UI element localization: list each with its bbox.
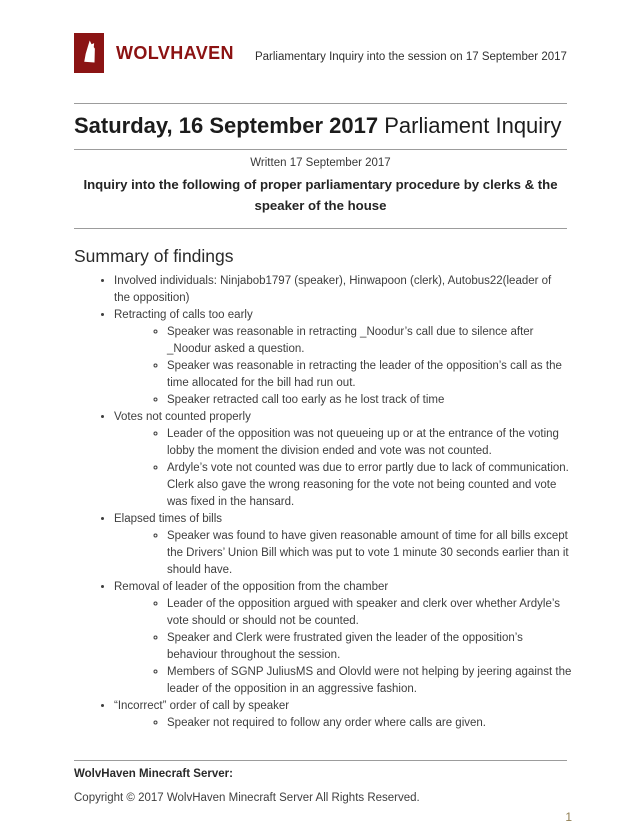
brand-name: WOLVHAVEN xyxy=(116,42,234,63)
list-item xyxy=(114,409,569,511)
list-item: ◦ Ardyle’s vote not counted was due to error partly due to lack of communication. Clerk also gave the wrong reasoning for the vote not being counted and vote was fixed in the hansard. xyxy=(167,460,573,511)
page-title-suffix: Parliament Inquiry xyxy=(378,113,562,138)
footer-copyright: Copyright © 2017 WolvHaven Minecraft Server All Rights Reserved. xyxy=(74,792,420,804)
divider-under-heading xyxy=(74,228,567,229)
list-item-label: Elapsed times of bills xyxy=(114,513,223,525)
list-item: ◦ Members of SGNP JuliusMS and Olovld were not helping by jeering against the leader of the opposition in an aggressive fashion. xyxy=(167,664,573,698)
header-subtitle: Parliamentary Inquiry into the session on 17 September 2017 xyxy=(254,50,567,63)
document-content xyxy=(74,0,572,732)
findings-sublist xyxy=(114,715,573,732)
list-item: ◦ Speaker was reasonable in retracting the leader of the opposition’s call as the time allocated for the bill had run out. xyxy=(167,358,573,392)
list-item: ◦ Speaker was found to have given reasonable amount of time for all bills except the Drivers’ Union Bill which was put to vote 1 minute 30 seconds earlier than it should have. xyxy=(167,528,573,579)
list-item: • Involved individuals: Ninjabob1797 (speaker), Hinwapoon (clerk), Autobus22(leader of the opposition) xyxy=(114,273,563,307)
footer-server-label: WolvHaven Minecraft Server: xyxy=(74,768,233,780)
findings-sublist xyxy=(114,596,573,698)
list-item: ◦ Leader of the opposition argued with speaker and clerk over whether Ardyle’s vote should or should not be counted. xyxy=(167,596,573,630)
wolvhaven-logo xyxy=(74,33,104,73)
findings-sublist xyxy=(114,324,573,409)
list-item: ◦ Speaker and Clerk were frustrated given the leader of the opposition’s behaviour throughout the session. xyxy=(167,630,573,664)
findings-list xyxy=(74,273,572,732)
list-item: ◦ Speaker retracted call too early as he lost track of time xyxy=(167,392,573,409)
list-item: ◦ Speaker was reasonable in retracting _Noodur’s call due to silence after _Noodur asked a question. xyxy=(167,324,573,358)
document-footer xyxy=(74,760,567,804)
list-item xyxy=(114,511,569,579)
list-item xyxy=(114,579,572,698)
divider-under-title xyxy=(74,149,567,150)
page-title xyxy=(74,104,567,149)
findings-sublist xyxy=(114,426,573,511)
list-item: ◦ Leader of the opposition was not queueing up or at the entrance of the voting lobby the moment the division ended and vote was not counted. xyxy=(167,426,573,460)
list-item: ◦ Speaker not required to follow any order where calls are given. xyxy=(167,715,573,732)
list-item-label: “Incorrect” order of call by speaker xyxy=(114,700,290,712)
wolf-icon xyxy=(78,37,100,69)
summary-heading: Summary of findings xyxy=(74,246,234,266)
list-item xyxy=(114,307,563,409)
list-item xyxy=(114,698,563,732)
divider-footer xyxy=(74,760,567,761)
page-title-date: Saturday, 16 September 2017 xyxy=(74,113,379,138)
page-number: 1 xyxy=(565,810,572,824)
document-header xyxy=(74,33,567,73)
list-item-label: Retracting of calls too early xyxy=(114,309,253,321)
list-item-label: Removal of leader of the opposition from the chamber xyxy=(114,581,389,593)
list-item-label: Votes not counted properly xyxy=(114,411,251,423)
written-date: Written 17 September 2017 xyxy=(250,157,391,169)
inquiry-heading: Inquiry into the following of proper parliamentary procedure by clerks & the speaker of the house xyxy=(83,177,558,213)
findings-sublist xyxy=(114,528,573,579)
